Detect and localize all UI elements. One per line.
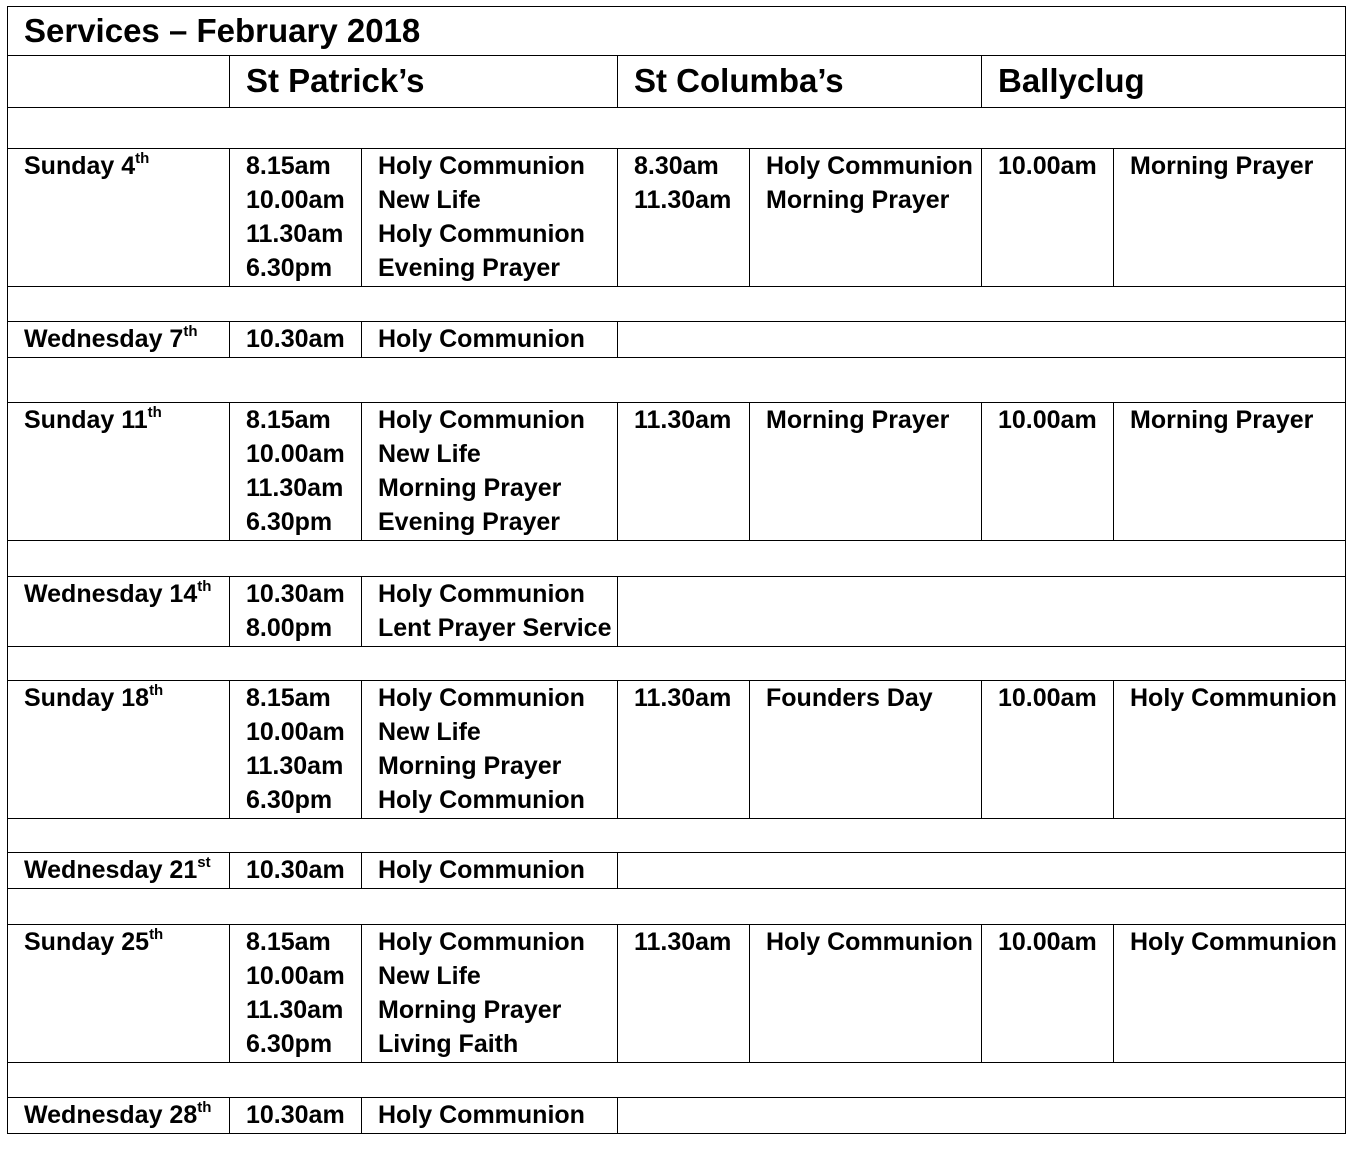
church-header-row	[8, 56, 1346, 108]
services-line: Morning Prayer	[378, 474, 562, 502]
times-line: 10.00am	[998, 406, 1097, 434]
services-line: Evening Prayer	[378, 254, 561, 282]
day-label: Sunday 4	[24, 152, 136, 180]
spacer-cell	[8, 108, 1346, 149]
ballyclug-services-cell	[1114, 681, 1346, 819]
title-row	[8, 7, 1346, 56]
services-line: Founders Day	[766, 684, 933, 712]
church-header-st-columbas: St Columba’s	[618, 56, 982, 108]
ballyclug-services-cell	[1114, 149, 1346, 287]
times-line: 10.00am	[246, 962, 345, 990]
day-cell	[8, 853, 230, 889]
st-patricks-times-cell	[230, 1098, 362, 1134]
empty-cell	[618, 853, 1346, 889]
day-suffix: th	[135, 149, 150, 167]
times-line: 6.30pm	[246, 1030, 333, 1058]
services-line: Holy Communion	[1130, 684, 1337, 712]
st-patricks-services-cell	[362, 149, 618, 287]
st-patricks-services-cell	[362, 322, 618, 358]
times-line: 11.30am	[634, 406, 732, 434]
spacer-row	[8, 541, 1346, 577]
services-table	[7, 6, 1346, 1134]
spacer-row	[8, 819, 1346, 853]
services-table-body	[8, 7, 1346, 1134]
st-patricks-times-cell	[230, 853, 362, 889]
day-suffix: th	[197, 577, 212, 595]
ballyclug-times-cell	[982, 149, 1114, 287]
spacer-row	[8, 358, 1346, 403]
services-line: Living Faith	[378, 1030, 519, 1058]
service-row	[8, 1098, 1346, 1134]
times-line: 6.30pm	[246, 786, 333, 814]
day-label: Wednesday 21	[24, 856, 198, 884]
services-line: New Life	[378, 186, 481, 214]
spacer-cell	[8, 1063, 1346, 1098]
spacer-row	[8, 647, 1346, 681]
times-line: 10.30am	[246, 325, 345, 353]
day-suffix: st	[197, 853, 211, 871]
day-label: Wednesday 7	[24, 325, 184, 353]
day-cell	[8, 322, 230, 358]
spacer-cell	[8, 819, 1346, 853]
times-line: 8.15am	[246, 406, 331, 434]
day-cell	[8, 1098, 230, 1134]
times-line: 11.30am	[634, 928, 732, 956]
services-line: New Life	[378, 718, 481, 746]
times-line: 11.30am	[634, 186, 732, 214]
services-line: Holy Communion	[378, 786, 585, 814]
service-row	[8, 403, 1346, 541]
st-columbas-services-cell	[750, 149, 982, 287]
times-line: 10.00am	[998, 684, 1097, 712]
day-label: Wednesday 28	[24, 1101, 198, 1129]
services-line: Morning Prayer	[1130, 152, 1314, 180]
day-suffix: th	[149, 681, 164, 699]
church-header-st-patricks: St Patrick’s	[230, 56, 618, 108]
times-line: 6.30pm	[246, 254, 333, 282]
times-line: 10.00am	[998, 928, 1097, 956]
st-columbas-times-cell	[618, 149, 750, 287]
day-suffix: th	[147, 403, 162, 421]
st-columbas-services-cell	[750, 681, 982, 819]
st-patricks-services-cell	[362, 681, 618, 819]
day-cell	[8, 403, 230, 541]
service-row	[8, 853, 1346, 889]
services-line: Holy Communion	[378, 406, 585, 434]
services-line: Holy Communion	[378, 220, 585, 248]
st-patricks-times-cell	[230, 681, 362, 819]
services-line: Holy Communion	[378, 325, 585, 353]
services-line: Morning Prayer	[766, 186, 950, 214]
empty-cell	[618, 1098, 1346, 1134]
st-columbas-services-cell	[750, 403, 982, 541]
services-line: Holy Communion	[378, 580, 585, 608]
times-line: 11.30am	[246, 220, 344, 248]
ballyclug-times-cell	[982, 925, 1114, 1063]
services-line: Holy Communion	[766, 152, 973, 180]
services-line: Holy Communion	[378, 928, 585, 956]
day-suffix: th	[197, 1098, 212, 1116]
times-line: 10.00am	[246, 440, 345, 468]
st-patricks-times-cell	[230, 149, 362, 287]
st-columbas-times-cell	[618, 681, 750, 819]
empty-header-cell	[8, 56, 230, 108]
services-line: Morning Prayer	[1130, 406, 1314, 434]
day-cell	[8, 577, 230, 647]
times-line: 8.15am	[246, 684, 331, 712]
st-patricks-services-cell	[362, 925, 618, 1063]
spacer-row	[8, 1063, 1346, 1098]
spacer-cell	[8, 889, 1346, 925]
empty-cell	[618, 322, 1346, 358]
times-line: 10.00am	[998, 152, 1097, 180]
day-label: Sunday 11	[24, 406, 148, 434]
services-line: Holy Communion	[378, 152, 585, 180]
empty-cell	[618, 577, 1346, 647]
services-line: Holy Communion	[378, 684, 585, 712]
services-line: New Life	[378, 440, 481, 468]
times-line: 11.30am	[634, 684, 732, 712]
ballyclug-services-cell	[1114, 403, 1346, 541]
day-suffix: th	[149, 925, 164, 943]
services-line: Holy Communion	[378, 856, 585, 884]
day-label: Sunday 18	[24, 684, 150, 712]
times-line: 8.30am	[634, 152, 719, 180]
services-line: Holy Communion	[1130, 928, 1337, 956]
times-line: 6.30pm	[246, 508, 333, 536]
times-line: 10.00am	[246, 718, 345, 746]
services-line: Holy Communion	[378, 1101, 585, 1129]
spacer-cell	[8, 358, 1346, 403]
times-line: 8.15am	[246, 928, 331, 956]
services-line: Evening Prayer	[378, 508, 561, 536]
day-cell	[8, 681, 230, 819]
day-suffix: th	[183, 322, 198, 340]
services-line: New Life	[378, 962, 481, 990]
st-patricks-times-cell	[230, 925, 362, 1063]
service-row	[8, 577, 1346, 647]
page-title: Services – February 2018	[8, 7, 1346, 56]
service-row	[8, 681, 1346, 819]
services-line: Morning Prayer	[766, 406, 950, 434]
spacer-cell	[8, 541, 1346, 577]
times-line: 11.30am	[246, 474, 344, 502]
day-label: Sunday 25	[24, 928, 150, 956]
ballyclug-times-cell	[982, 681, 1114, 819]
ballyclug-services-cell	[1114, 925, 1346, 1063]
spacer-cell	[8, 647, 1346, 681]
ballyclug-times-cell	[982, 403, 1114, 541]
day-cell	[8, 925, 230, 1063]
st-columbas-services-cell	[750, 925, 982, 1063]
day-cell	[8, 149, 230, 287]
st-patricks-times-cell	[230, 577, 362, 647]
services-line: Lent Prayer Service	[378, 614, 612, 642]
spacer-row	[8, 287, 1346, 322]
times-line: 10.30am	[246, 1101, 345, 1129]
times-line: 8.15am	[246, 152, 331, 180]
times-line: 10.00am	[246, 186, 345, 214]
service-row	[8, 149, 1346, 287]
times-line: 11.30am	[246, 752, 344, 780]
times-line: 8.00pm	[246, 614, 333, 642]
st-patricks-times-cell	[230, 403, 362, 541]
times-line: 11.30am	[246, 996, 344, 1024]
times-line: 10.30am	[246, 856, 345, 884]
spacer-row	[8, 889, 1346, 925]
services-line: Morning Prayer	[378, 996, 562, 1024]
service-row	[8, 925, 1346, 1063]
st-patricks-services-cell	[362, 403, 618, 541]
church-header-ballyclug: Ballyclug	[982, 56, 1346, 108]
service-row	[8, 322, 1346, 358]
st-columbas-times-cell	[618, 925, 750, 1063]
st-patricks-services-cell	[362, 1098, 618, 1134]
spacer-row	[8, 108, 1346, 149]
st-columbas-times-cell	[618, 403, 750, 541]
st-patricks-services-cell	[362, 853, 618, 889]
services-line: Holy Communion	[766, 928, 973, 956]
times-line: 10.30am	[246, 580, 345, 608]
spacer-cell	[8, 287, 1346, 322]
day-label: Wednesday 14	[24, 580, 198, 608]
services-line: Morning Prayer	[378, 752, 562, 780]
st-patricks-services-cell	[362, 577, 618, 647]
st-patricks-times-cell	[230, 322, 362, 358]
